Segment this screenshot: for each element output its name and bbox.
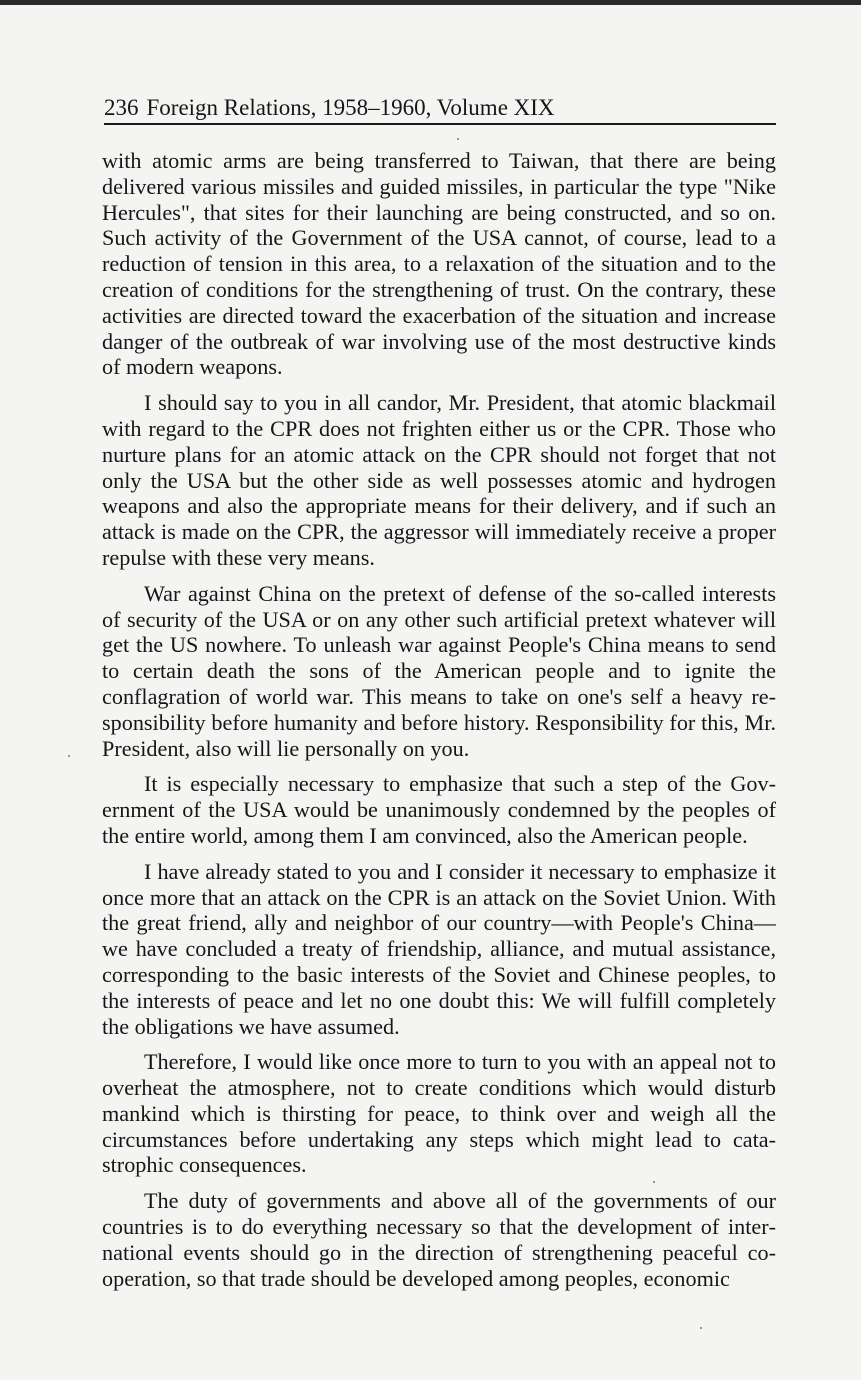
paragraph: I should say to you in all candor, Mr. President, that atomic blackmail with regard to the CPR does not frighten either us or the CPR. Those who nurture plans for an atomic attack on the CPR should not forget that not only the USA but the other side as well possesses atomic and hydrogen weapons and also the appropriate means for their delivery, and if such an attack is made on the CPR, the aggressor will immediately receive a proper repulse with these very means. (102, 390, 776, 570)
scan-speck (700, 1327, 702, 1329)
running-header (104, 93, 776, 125)
running-title: Foreign Relations, 1958–1960, Volume XIX (146, 95, 555, 120)
page-body (102, 148, 776, 1301)
paragraph-continued: with atomic arms are being transferred to Taiwan, that there are being delivered various missiles and guided missiles, in particular the type "Nike Hercules", that sites for their launching are being constructed, and so on. Such activity of the Government of the USA cannot, of course, lead to a reduction of tension in this area, to a relaxation of the situation and to the creation of conditions for the strengthening of trust. On the contrary, these activities are directed toward the exacerbation of the situation and increase danger of the outbreak of war involving use of the most destructive kinds of modern weapons. (102, 148, 776, 380)
scan-speck (653, 1181, 655, 1183)
scan-speck (457, 138, 459, 140)
page-number: 236 (104, 95, 139, 120)
scan-speck (68, 755, 70, 757)
paragraph: It is especially necessary to emphasize that such a step of the Government of the USA would be unanimously condemned by the peoples of the entire world, among them I am convinced, also the American people. (102, 771, 776, 848)
paragraph: War against China on the pretext of defense of the so-called interests of security of the USA or on any other such artificial pretext whatever will get the US nowhere. To unleash war against People's China means to send to certain death the sons of the American people and to ignite the conflagration of world war. This means to take on one's self a heavy responsibility before humanity and before history. Responsibility for this, Mr. President, also will lie personally on you. (102, 580, 776, 761)
paragraph: Therefore, I would like once more to turn to you with an appeal not to overheat the atmosphere, not to create conditions which would disturb mankind which is thirsting for peace, to think over and weigh all the circumstances before undertaking any steps which might lead to catastrophic consequences. (102, 1049, 776, 1178)
paragraph-last: The duty of governments and above all of the governments of our countries is to do everything necessary so that the development of international events should go in the direction of strengthening peaceful cooperation, so that trade should be developed among peoples, economic (102, 1188, 776, 1291)
paragraph: I have already stated to you and I consider it necessary to emphasize it once more that an attack on the CPR is an attack on the Soviet Union. With the great friend, ally and neighbor of our country—with People's China—we have concluded a treaty of friendship, alliance, and mutual assistance, corresponding to the basic interests of the Soviet and Chinese peoples, to the interests of peace and let no one doubt this: We will fulfill completely the obligations we have assumed. (102, 858, 776, 1039)
scan-top-edge (0, 0, 861, 5)
